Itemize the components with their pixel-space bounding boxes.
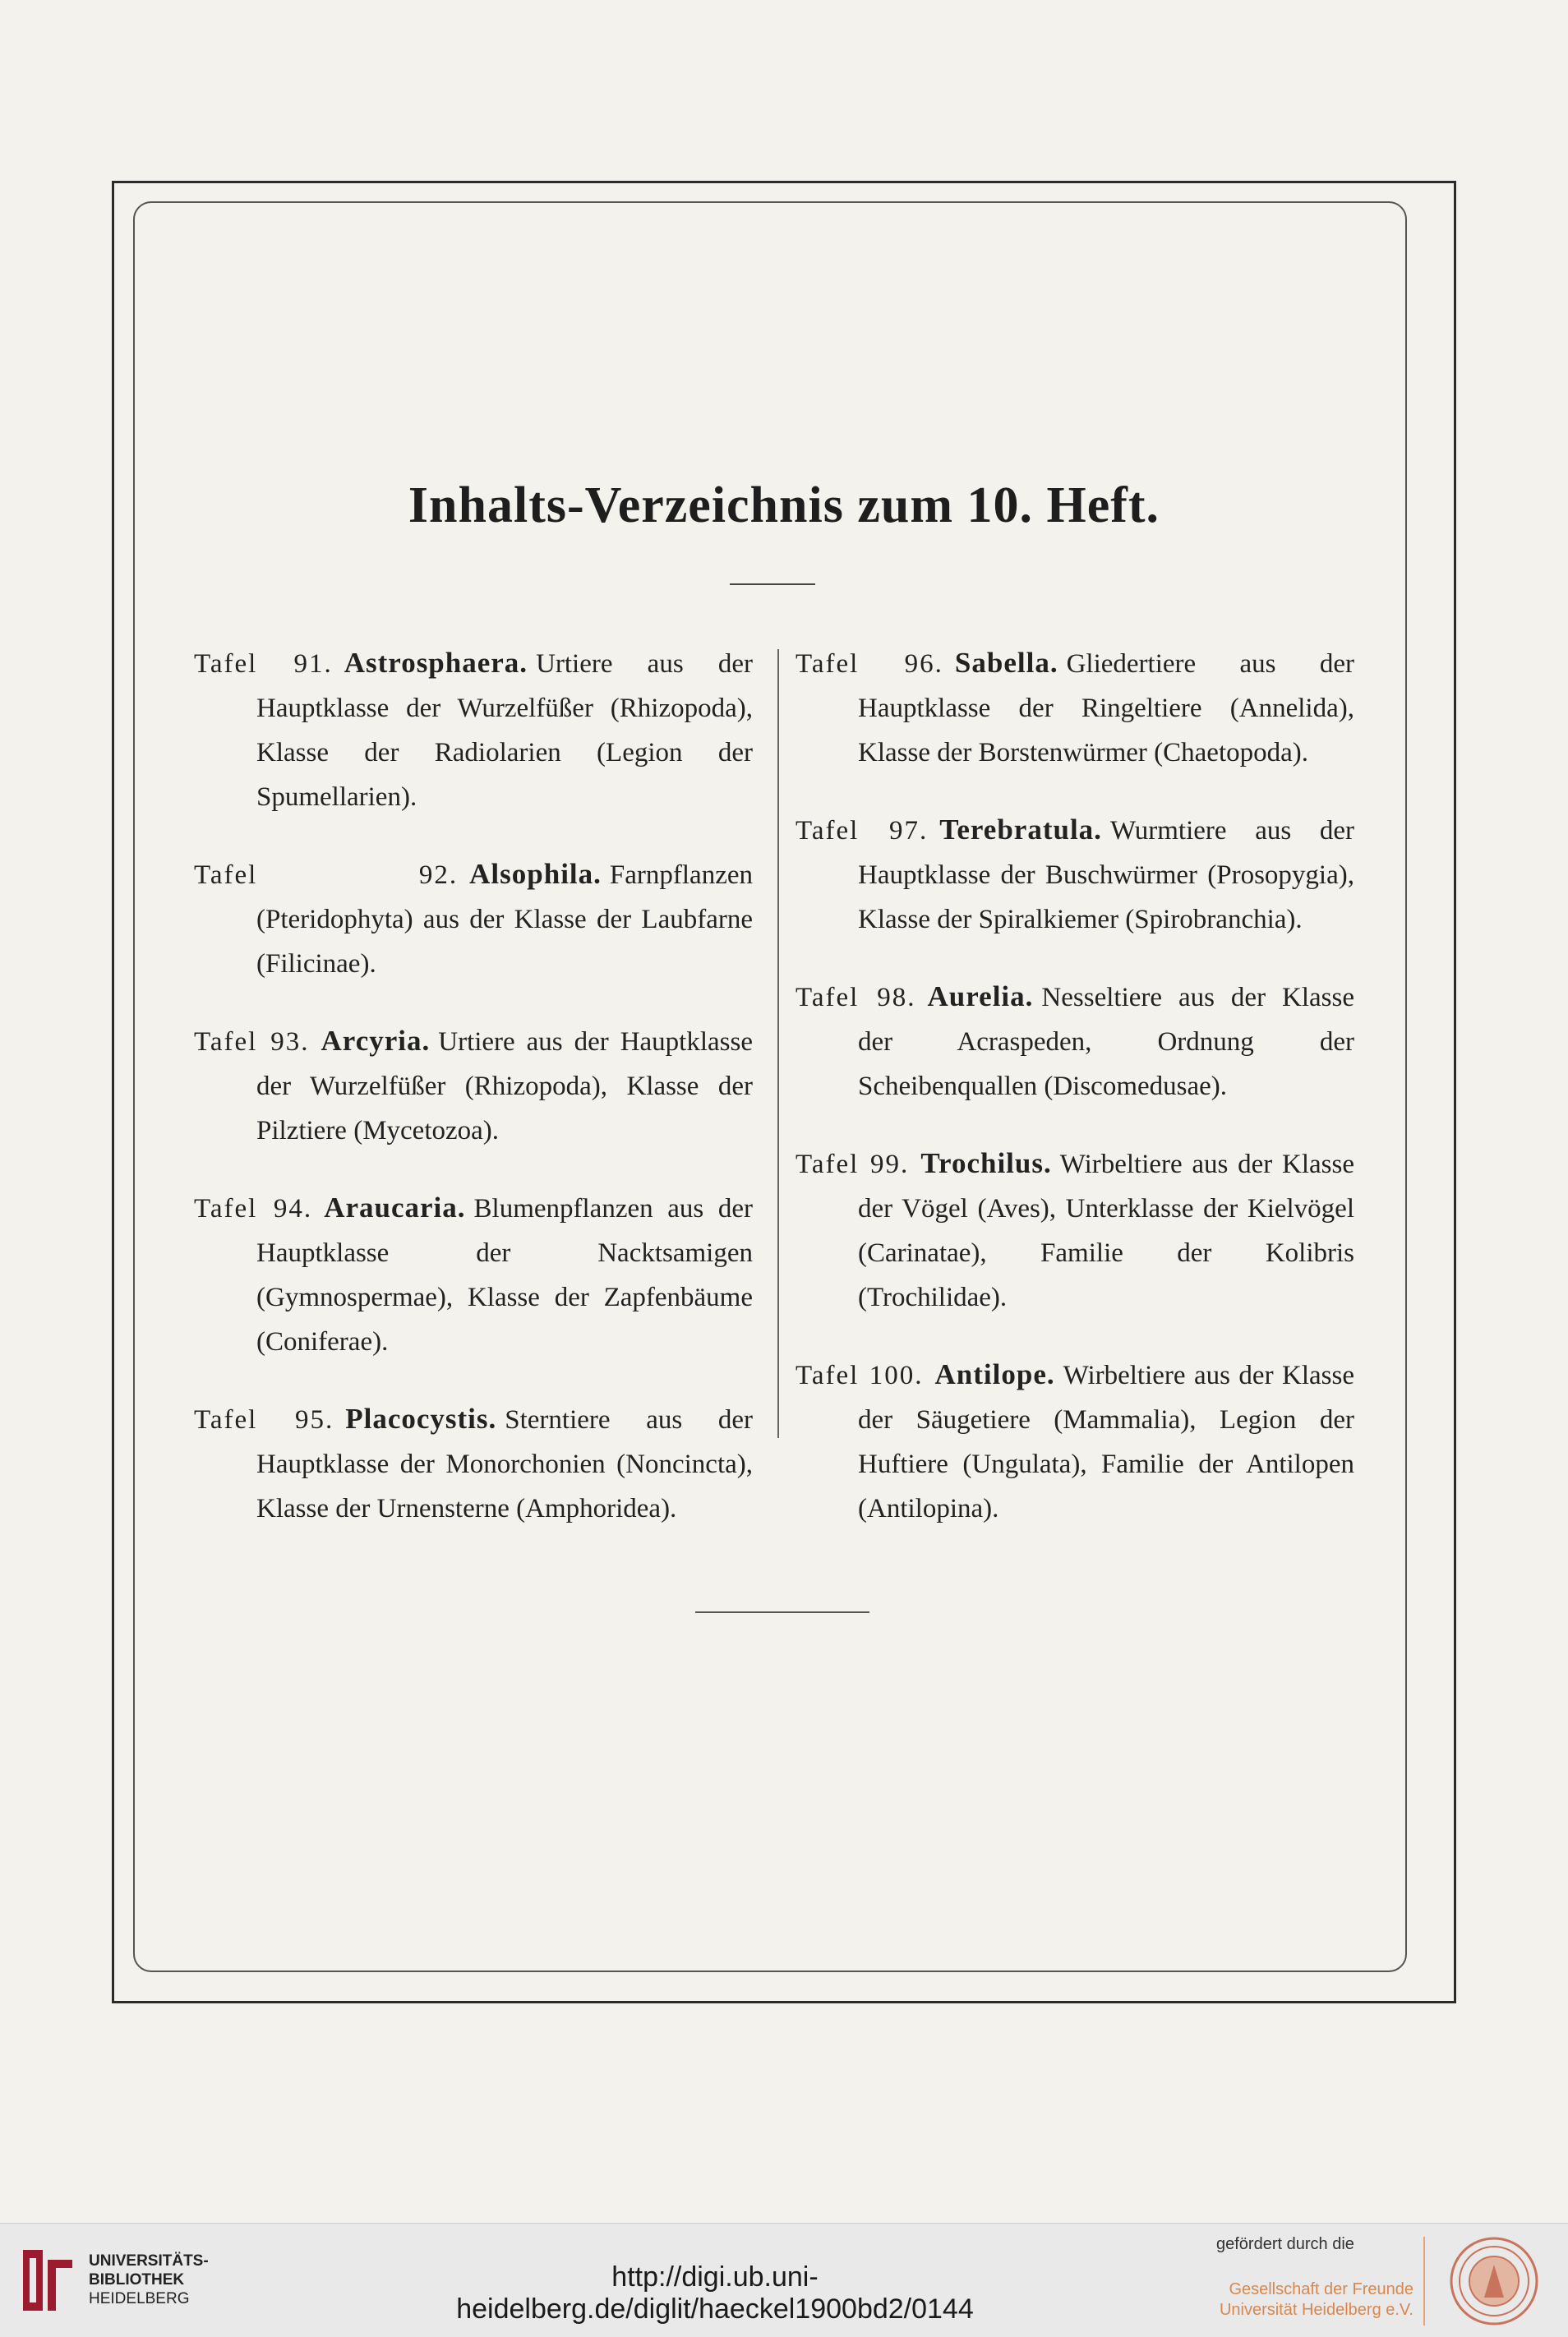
toc-entry [194, 852, 753, 986]
page-title: Inhalts-Verzeichnis zum 10. Heft. [408, 477, 1160, 533]
plate-number: Tafel 99. [796, 1150, 910, 1179]
toc-entry [796, 1353, 1354, 1531]
entry-description: Farnpflanzen (Pteridophyta) aus der Klasse der Laubfarne (Filicinae). [256, 860, 753, 979]
plate-number: Tafel 98. [796, 983, 916, 1012]
entry-description: Wirbeltiere aus der Klasse der Säugetiere (Mammalia), Legion der Huftiere (Ungulata), Familie der Antilopen (Antilopina). [858, 1361, 1354, 1523]
entry-name: Astrosphaera. [344, 647, 528, 679]
toc-entry [194, 1019, 753, 1153]
entry-description: Sterntiere aus der Hauptklasse der Monorchonien (Noncincta), Klasse der Urnensterne (Amphoridea). [256, 1405, 753, 1523]
entry-name: Aurelia. [927, 980, 1034, 1012]
university-seal-icon [1448, 2235, 1540, 2327]
permalink-url[interactable]: http://digi.ub.uni-heidelberg.de/diglit/haeckel1900bd2/0144 [456, 2261, 974, 2325]
toc-entry [796, 975, 1354, 1109]
plate-number: Tafel 97. [796, 816, 929, 846]
toc-entry [796, 808, 1354, 942]
entry-name: Trochilus. [920, 1147, 1052, 1179]
right-column [796, 641, 1354, 1564]
plate-number: Tafel 96. [796, 649, 943, 679]
sponsor-divider [1423, 2237, 1425, 2325]
entry-name: Araucaria. [324, 1192, 466, 1224]
left-column [194, 641, 753, 1564]
entry-name: Antilope. [934, 1358, 1055, 1390]
plate-number: Tafel 94. [194, 1194, 313, 1224]
entry-description: Nesseltiere aus der Klasse der Acraspeden, Ordnung der Scheibenquallen (Discomedusae). [858, 983, 1355, 1101]
title-divider [730, 583, 815, 585]
entry-description: Urtiere aus der Hauptklasse der Wurzelfüßer (Rhizopoda), Klasse der Pilztiere (Mycetozoa). [256, 1027, 753, 1145]
plate-number: Tafel 92. [194, 860, 459, 890]
entry-description: Urtiere aus der Hauptklasse der Wurzelfüßer (Rhizopoda), Klasse der Radiolarien (Legion der Spumellarien). [256, 649, 753, 812]
ub-logo-icon[interactable] [18, 2243, 77, 2317]
toc-entry [194, 1186, 753, 1364]
entry-name: Placocystis. [345, 1403, 497, 1435]
plate-number: Tafel 91. [194, 649, 333, 679]
plate-number: Tafel 95. [194, 1405, 334, 1435]
entry-description: Wirbeltiere aus der Klasse der Vögel (Aves), Unterklasse der Kielvögel (Carinatae), Familie der Kolibris (Trochilidae). [858, 1150, 1354, 1312]
bottom-divider [695, 1611, 869, 1613]
sponsor-name[interactable]: Gesellschaft der Freunde Universität Heidelberg e.V. [1219, 2280, 1414, 2319]
entry-name: Terebratula. [939, 814, 1102, 846]
entry-name: Arcyria. [321, 1025, 431, 1057]
footer-bar [0, 2223, 1568, 2337]
entry-description: Wurmtiere aus der Hauptklasse der Buschwürmer (Prosopygia), Klasse der Spiralkiemer (Spirobranchia). [858, 816, 1354, 934]
plate-number: Tafel 93. [194, 1027, 310, 1057]
toc-entry [194, 1397, 753, 1531]
plate-number: Tafel 100. [796, 1361, 924, 1390]
entry-description: Blumenpflanzen aus der Hauptklasse der Nacktsamigen (Gymnospermae), Klasse der Zapfenbäume (Coniferae). [256, 1194, 753, 1357]
toc-entry [194, 641, 753, 819]
entry-name: Sabella. [954, 647, 1058, 679]
library-name: UNIVERSITÄTS- BIBLIOTHEK HEIDELBERG [89, 2252, 209, 2307]
toc-entry [796, 641, 1354, 775]
column-divider [777, 649, 779, 1438]
entry-description: Gliedertiere aus der Hauptklasse der Ringeltiere (Annelida), Klasse der Borstenwürmer (Chaetopoda). [858, 649, 1354, 767]
toc-entry [796, 1141, 1354, 1320]
sponsor-prefix: gefördert durch die [1216, 2235, 1354, 2253]
entry-name: Alsophila. [469, 858, 602, 890]
